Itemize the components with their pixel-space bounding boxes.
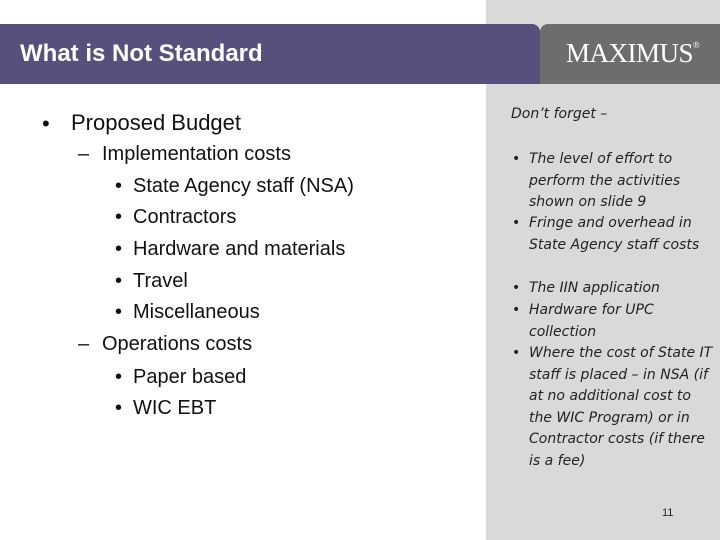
list-item-wic-ebt: WIC EBT xyxy=(133,397,217,419)
maximus-logo xyxy=(566,38,699,69)
sidebar-bullet-marker: • xyxy=(512,302,521,318)
sidebar-bullet-marker: • xyxy=(512,345,521,361)
sidebar-bullet-marker: • xyxy=(512,280,521,296)
registered-mark: ® xyxy=(693,40,700,50)
sidebar-item-level-of-effort: The level of effort to perform the activities shown on slide 9 xyxy=(529,151,681,210)
slide-title: What is Not Standard xyxy=(20,40,263,67)
list-item-implementation-costs: Implementation costs xyxy=(102,143,291,165)
sidebar-bullet-marker: • xyxy=(512,151,521,167)
page-number: 11 xyxy=(662,507,674,519)
bullet-marker: • xyxy=(42,111,50,136)
list-item-hardware-materials: Hardware and materials xyxy=(133,238,346,260)
list-item-proposed-budget: Proposed Budget xyxy=(71,110,242,135)
sidebar-item-iin-application: The IIN application xyxy=(529,280,660,296)
list-item-paper-based: Paper based xyxy=(133,366,247,388)
list-item-state-agency-staff: State Agency staff (NSA) xyxy=(133,175,354,197)
list-item-miscellaneous: Miscellaneous xyxy=(133,301,260,323)
bullet-marker: • xyxy=(115,397,123,419)
list-item-contractors: Contractors xyxy=(133,206,237,228)
bullet-marker: • xyxy=(115,238,123,260)
dash-marker: – xyxy=(78,143,90,165)
list-item-travel: Travel xyxy=(133,270,188,292)
list-item-operations-costs: Operations costs xyxy=(102,333,253,355)
logo-wordmark: MAXIMUS xyxy=(566,38,694,68)
sidebar-intro: Don’t forget – xyxy=(511,106,608,122)
sidebar-bullet-marker: • xyxy=(512,215,521,231)
bullet-marker: • xyxy=(115,206,123,228)
sidebar-item-state-it-staff: Where the cost of State IT staff is placed – in NSA (if at no additional cost to the WIC Program) or in Contractor costs (if there is a fee) xyxy=(529,345,713,469)
bullet-marker: • xyxy=(115,175,123,197)
sidebar-item-upc-hardware: Hardware for UPC collection xyxy=(529,302,654,340)
bullet-marker: • xyxy=(115,270,123,292)
dash-marker: – xyxy=(78,333,90,355)
bullet-marker: • xyxy=(115,366,123,388)
bullet-marker: • xyxy=(115,301,123,323)
sidebar-item-fringe-overhead: Fringe and overhead in State Agency staff costs xyxy=(529,215,700,253)
